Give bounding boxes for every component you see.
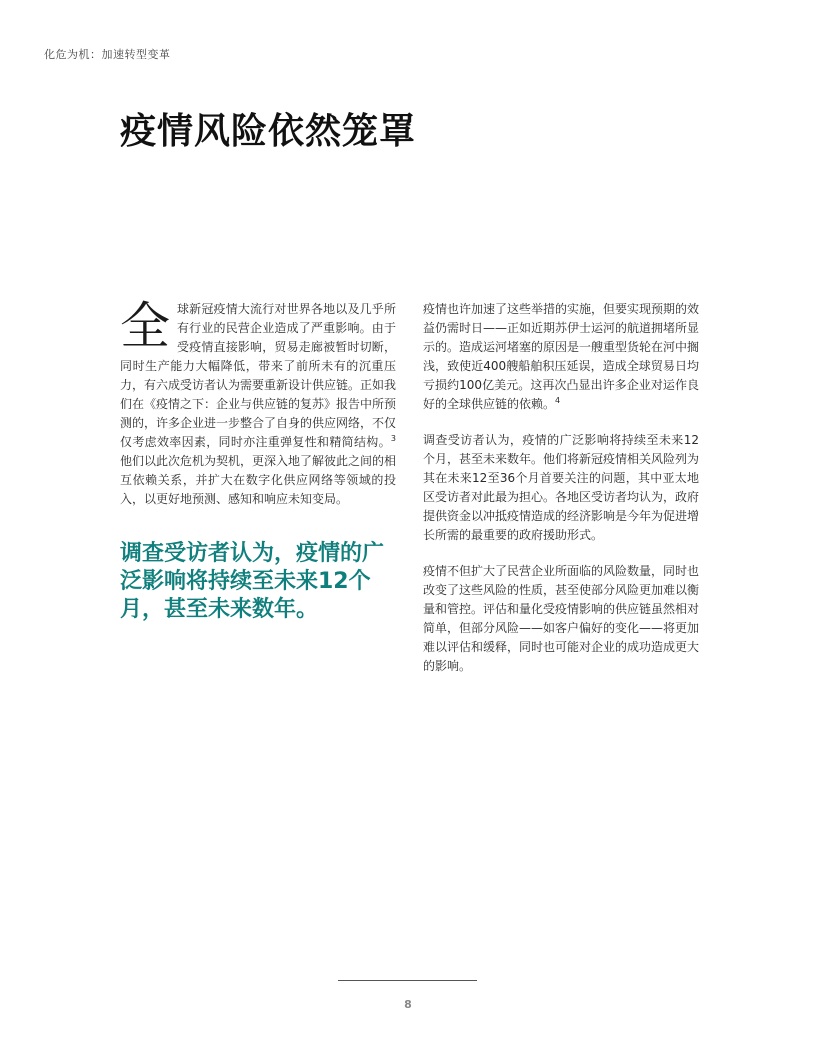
body-paragraph-1 bbox=[423, 300, 699, 414]
right-column bbox=[423, 300, 699, 693]
intro-paragraph bbox=[120, 297, 397, 509]
running-header: 化危为机：加速转型变革 bbox=[44, 48, 171, 61]
body-paragraph-2: 调查受访者认为，疫情的广泛影响将持续至未来12个月，甚至未来数年。他们将新冠疫情相关风险列为其在未来12至36个月首要关注的问题，其中亚太地区受访者对此最为担心。各地区受访者均认为，政府提供资金以冲抵疫情造成的经济影响是今年为促进增长所需的最重要的政府援助形式。 bbox=[423, 433, 700, 542]
left-column bbox=[120, 297, 397, 526]
drop-cap: 全 bbox=[120, 297, 170, 355]
body-paragraph-3: 疫情不但扩大了民营企业所面临的风险数量，同时也改变了这些风险的性质，甚至使部分风险更加难以衡量和管控。评估和量化受疫情影响的供应链虽然相对简单，但部分风险——如客户偏好的变化——将更加难以评估和缓释，同时也可能对企业的成功造成更大的影响。 bbox=[423, 564, 700, 673]
body-paragraph-1-text: 疫情也许加速了这些举措的实施，但要实现预期的效益仍需时日——正如近期苏伊士运河的航道拥堵所显示的。造成运河堵塞的原因是一艘重型货轮在河中搁浅，致使近400艘船舶积压延误，造成全球贸易日均亏损约100亿美元。这再次凸显出许多企业对运作良好的全球供应链的依赖。 bbox=[423, 302, 700, 411]
page-number: 8 bbox=[404, 998, 412, 1011]
intro-text-a: 球新冠疫情大流行对世界各地以及几乎所有行业的民营企业造成了严重影响。由于受疫情直接影响，贸易走廊被暂时切断，同时生产能力大幅降低，带来了前所未有的沉重压力，有六成受访者认为需要重新设计供应链。正如我们在《疫情之下：企业与供应链的复苏》报告中所预测的，许多企业进一步整合了自身的供应网络，不仅仅考虑效率因素，同时亦注重弹复性和精简结构。 bbox=[120, 302, 397, 449]
intro-text-b: 他们以此次危机为契机，更深入地了解彼此之间的相互依赖关系，并扩大在数字化供应网络等领域的投入，以更好地预测、感知和响应未知变局。 bbox=[120, 454, 397, 506]
pull-quote: 调查受访者认为，疫情的广泛影响将持续至未来12个月，甚至未来数年。 bbox=[120, 541, 385, 622]
footnote-ref-3: 3 bbox=[390, 434, 396, 443]
footer-divider bbox=[338, 980, 477, 981]
page-title: 疫情风险依然笼罩 bbox=[120, 111, 417, 152]
footnote-ref-4: 4 bbox=[555, 396, 561, 405]
